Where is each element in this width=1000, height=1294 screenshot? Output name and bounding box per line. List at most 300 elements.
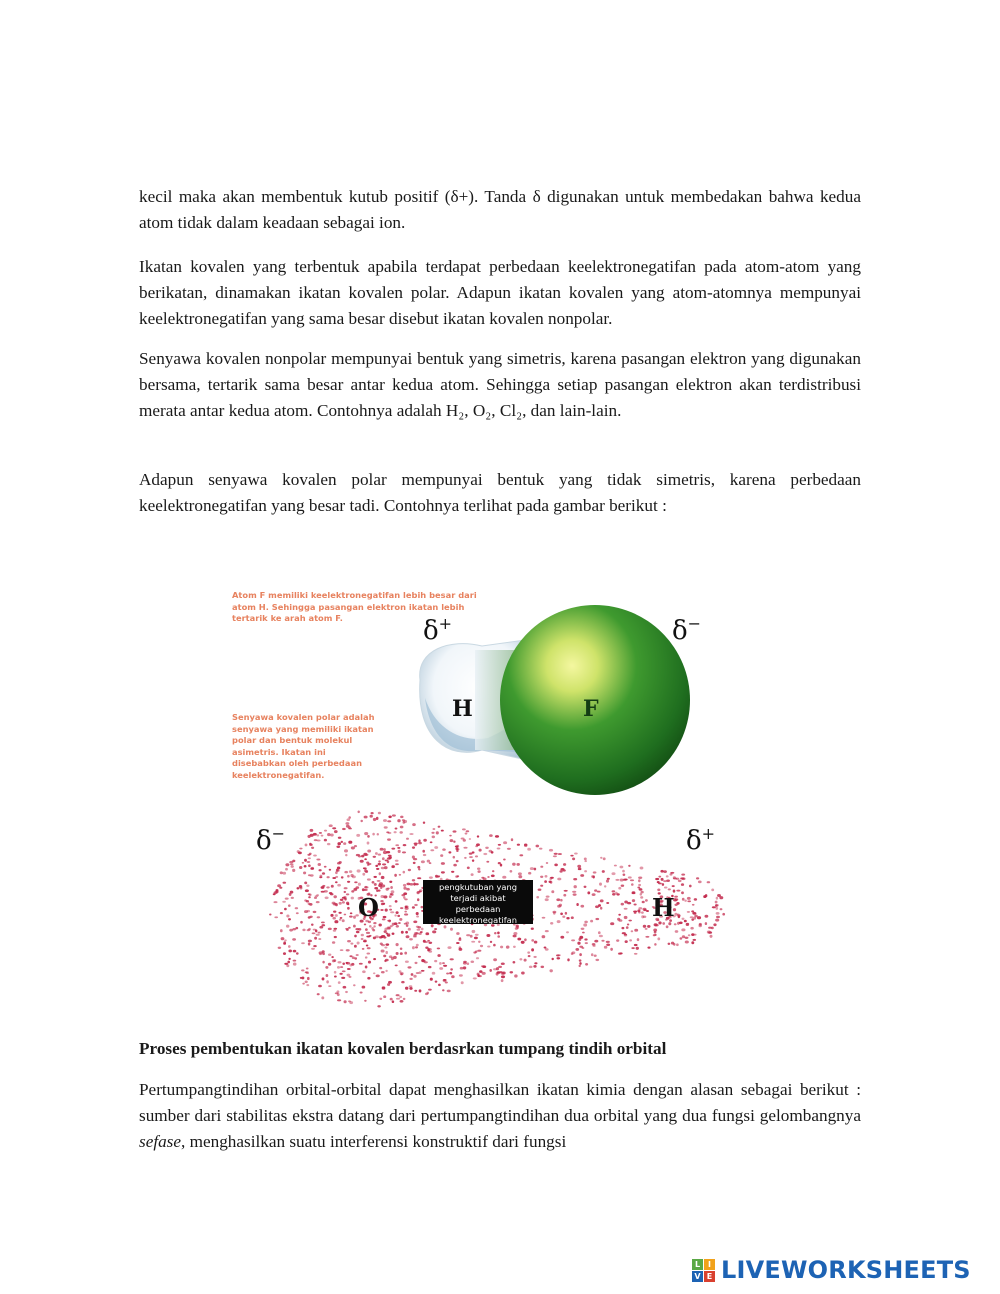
electron-dot: [356, 954, 359, 956]
electron-dot: [441, 871, 445, 873]
electron-dot: [405, 987, 408, 990]
electron-dot: [689, 885, 692, 888]
electron-dot: [365, 956, 368, 958]
electron-dot: [497, 932, 500, 935]
electron-dot: [316, 834, 319, 836]
section-body-text-end: , menghasilkan suatu interferensi konstruktif dari fungsi: [181, 1132, 567, 1151]
electron-dot: [450, 958, 454, 960]
electron-dot: [513, 935, 517, 938]
electron-dot: [339, 902, 342, 905]
electron-dot: [450, 839, 454, 842]
electron-dot: [335, 881, 338, 883]
electron-dot: [544, 880, 547, 883]
electron-dot: [423, 854, 426, 856]
electron-dot: [374, 883, 377, 886]
electron-dot: [557, 954, 560, 956]
electron-dot: [377, 833, 379, 836]
electron-dot: [284, 963, 288, 965]
electron-dot: [310, 874, 314, 876]
electron-dot: [491, 851, 494, 853]
electron-dot: [306, 968, 309, 970]
electron-dot: [631, 883, 634, 886]
electron-dot: [559, 870, 562, 873]
electron-dot: [549, 969, 552, 972]
electron-dot: [671, 942, 674, 945]
electron-dot: [367, 977, 370, 980]
electron-dot: [385, 959, 389, 962]
electron-dot: [381, 971, 385, 973]
electron-dot: [556, 898, 560, 901]
electron-dot: [506, 946, 510, 949]
electron-dot: [383, 995, 386, 998]
electron-dot: [379, 967, 382, 969]
electron-dot: [661, 878, 664, 881]
electron-dot: [503, 859, 506, 861]
electron-dot: [557, 920, 561, 923]
electron-dot: [283, 941, 286, 944]
electron-dot: [385, 951, 388, 954]
electron-dot: [382, 857, 385, 860]
electron-dot: [477, 835, 479, 837]
electron-dot: [412, 823, 416, 826]
electron-dot: [362, 948, 365, 950]
electron-dot: [467, 962, 469, 965]
electron-dot: [360, 820, 363, 822]
electron-dot: [477, 950, 481, 952]
electron-dot: [562, 916, 565, 918]
electron-dot: [325, 897, 329, 900]
electron-dot: [336, 990, 339, 993]
electron-dot: [443, 965, 447, 967]
electron-dot: [564, 890, 568, 892]
electron-dot: [341, 841, 343, 843]
electron-dot: [429, 876, 433, 878]
electron-dot: [400, 826, 404, 829]
electron-dot: [322, 961, 324, 964]
electron-dot: [566, 917, 569, 919]
electron-dot: [456, 932, 459, 935]
electron-dot: [464, 857, 467, 859]
electron-dot: [404, 898, 407, 900]
electron-dot: [597, 891, 601, 893]
electron-dot: [673, 876, 676, 879]
electron-dot: [611, 872, 615, 875]
electron-dot: [381, 876, 385, 879]
electron-dot: [469, 853, 473, 855]
electron-dot: [705, 922, 707, 925]
electron-dot: [443, 979, 447, 982]
electron-dot: [383, 916, 387, 918]
oh-delta-minus: δ−: [256, 824, 286, 856]
electron-dot: [351, 897, 354, 900]
electron-dot: [518, 875, 522, 878]
electron-dot: [328, 985, 331, 987]
electron-dot: [345, 991, 348, 993]
electron-dot: [371, 812, 374, 814]
electron-dot: [658, 876, 661, 878]
electron-dot: [557, 878, 561, 881]
electron-dot: [563, 894, 566, 897]
electron-dot: [503, 841, 507, 844]
electron-dot: [624, 908, 628, 910]
electron-dot: [533, 965, 536, 968]
electron-dot: [308, 857, 311, 859]
electron-dot: [319, 832, 322, 834]
electron-dot: [290, 863, 294, 865]
electron-dot: [615, 879, 619, 881]
electron-dot: [713, 923, 716, 926]
electron-dot: [513, 946, 516, 948]
electron-dot: [309, 916, 312, 918]
electron-dot: [284, 939, 287, 941]
electron-dot: [440, 854, 443, 857]
electron-dot: [373, 922, 376, 924]
electron-dot: [349, 916, 353, 918]
electron-dot: [640, 896, 643, 899]
electron-dot: [594, 955, 597, 957]
electron-dot: [328, 963, 331, 966]
electron-dot: [584, 886, 587, 888]
electron-dot: [350, 912, 353, 914]
electron-dot: [382, 987, 386, 990]
electron-dot: [328, 954, 331, 956]
electron-dot: [442, 848, 446, 851]
electron-dot: [614, 865, 617, 867]
electron-dot: [510, 870, 513, 873]
electron-dot: [347, 940, 351, 942]
electron-dot: [621, 903, 624, 906]
liveworksheets-logo: [692, 1253, 971, 1287]
section-body-text: Pertumpangtindihan orbital-orbital dapat menghasilkan ikatan kimia dengan alasan sebagai berikut : sumber dari stabilitas ekstra datang dari pertumpangtindihan dua orbital yang dua fungsi gelombangnya: [139, 1080, 861, 1125]
electron-dot: [458, 938, 461, 941]
electron-dot: [453, 864, 457, 867]
electron-dot: [375, 852, 378, 855]
electron-dot: [346, 893, 349, 895]
electron-dot: [450, 928, 453, 931]
electron-dot: [344, 849, 348, 852]
electron-dot: [361, 855, 364, 858]
electron-dot: [402, 851, 406, 853]
hf-atom-h-label: H: [452, 696, 473, 722]
electron-dot: [711, 889, 714, 892]
electron-dot: [524, 843, 527, 845]
electron-dot: [356, 931, 360, 934]
electron-dot: [542, 917, 546, 919]
electron-dot: [423, 822, 425, 824]
electron-dot: [416, 944, 419, 947]
electron-dot: [337, 966, 340, 969]
electron-dot: [579, 953, 582, 956]
electron-dot: [313, 911, 317, 913]
electron-dot: [654, 923, 658, 926]
electron-dot: [394, 874, 397, 877]
electron-dot: [273, 893, 276, 895]
electron-dot: [400, 973, 402, 975]
electron-dot: [322, 872, 325, 875]
electron-dot: [716, 912, 720, 915]
electron-dot: [373, 856, 376, 858]
electron-dot: [486, 861, 489, 863]
electron-dot: [310, 829, 314, 832]
electron-dot: [307, 977, 310, 980]
electron-dot: [399, 996, 402, 998]
electron-dot: [339, 919, 342, 921]
electron-dot: [373, 958, 376, 960]
electron-dot: [388, 855, 392, 857]
hf-delta-plus: δ+: [423, 614, 453, 646]
electron-dot: [431, 832, 434, 834]
electron-dot: [399, 918, 402, 921]
electron-dot: [395, 827, 398, 829]
electron-dot: [498, 862, 501, 864]
electron-dot: [696, 877, 699, 879]
electron-dot: [288, 918, 291, 920]
electron-dot: [277, 884, 281, 887]
electron-dot: [342, 919, 345, 922]
electron-dot: [308, 896, 311, 898]
electron-dot: [465, 833, 468, 835]
electron-dot: [286, 925, 289, 928]
electron-dot: [350, 943, 353, 945]
electron-dot: [335, 871, 338, 874]
electron-dot: [305, 889, 309, 892]
electron-dot: [310, 868, 314, 870]
electron-dot: [590, 920, 593, 923]
electron-dot: [400, 816, 403, 819]
electron-dot: [346, 949, 350, 951]
electron-dot: [416, 912, 419, 915]
electron-dot: [395, 860, 399, 862]
electron-dot: [456, 850, 459, 852]
electron-dot: [441, 862, 445, 865]
electron-dot: [324, 839, 327, 842]
electron-dot: [400, 1000, 404, 1003]
electron-dot: [674, 923, 677, 925]
electron-dot: [285, 863, 289, 866]
electron-dot: [414, 844, 417, 847]
electron-dot: [372, 833, 375, 836]
electron-dot: [479, 849, 482, 852]
electron-dot: [361, 938, 364, 940]
electron-dot: [453, 840, 455, 842]
electron-dot: [446, 973, 449, 975]
electron-dot: [491, 875, 495, 878]
electron-dot: [377, 880, 381, 882]
electron-dot: [554, 864, 558, 867]
electron-dot: [302, 983, 305, 985]
electron-dot: [343, 842, 346, 845]
electron-dot: [636, 947, 639, 950]
electron-dot: [637, 938, 640, 941]
electron-dot: [402, 819, 405, 821]
electron-dot: [286, 915, 289, 918]
electron-dot: [664, 886, 668, 888]
electron-dot: [438, 826, 441, 828]
hf-delta-minus: δ−: [672, 614, 702, 646]
electron-dot: [319, 869, 322, 871]
electron-dot: [612, 890, 616, 892]
electron-dot: [494, 932, 497, 934]
electron-dot: [540, 885, 543, 887]
electron-dot: [628, 865, 630, 867]
electron-dot: [425, 993, 428, 996]
electron-dot: [453, 856, 455, 859]
electron-dot: [445, 982, 448, 984]
electron-dot: [396, 998, 400, 1000]
electron-dot: [624, 916, 628, 919]
electron-dot: [378, 863, 381, 866]
electron-dot: [549, 877, 551, 880]
electron-dot: [413, 858, 417, 860]
electron-dot: [455, 847, 458, 850]
electron-dot: [634, 904, 637, 906]
electron-dot: [692, 904, 695, 906]
electron-dot: [536, 896, 539, 898]
oh-delta-plus: δ+: [686, 824, 716, 856]
electron-dot: [396, 952, 399, 955]
electron-dot: [353, 888, 357, 891]
electron-dot: [412, 846, 415, 848]
electron-dot: [347, 907, 350, 910]
electron-dot: [500, 946, 503, 949]
electron-dot: [639, 888, 643, 891]
electron-dot: [598, 904, 601, 907]
electron-dot: [666, 925, 669, 928]
electron-dot: [574, 885, 577, 888]
electron-dot: [334, 971, 337, 974]
electron-dot: [347, 903, 349, 905]
electron-dot: [684, 920, 687, 923]
electron-dot: [712, 906, 716, 908]
polarization-caption: pengkutuban yang terjadi akibat perbedaan keelektronegatifan: [423, 880, 533, 924]
electron-dot: [288, 949, 292, 952]
electron-dot: [606, 941, 610, 943]
electron-dot: [492, 870, 494, 872]
electron-dot: [353, 916, 356, 919]
electron-dot: [583, 923, 587, 926]
electron-dot: [304, 859, 307, 862]
electron-dot: [587, 891, 590, 894]
electron-dot: [490, 941, 492, 943]
electron-dot: [390, 925, 393, 927]
electron-dot: [630, 879, 634, 881]
electron-dot: [340, 966, 343, 968]
electron-dot: [578, 965, 580, 967]
electron-dot: [337, 993, 340, 996]
electron-dot: [475, 845, 478, 847]
electron-dot: [346, 962, 350, 965]
electron-dot: [668, 922, 671, 925]
electron-dot: [395, 964, 398, 966]
electron-dot: [519, 958, 522, 960]
electron-dot: [455, 846, 458, 848]
electron-dot: [502, 972, 506, 975]
electron-dot: [339, 973, 342, 975]
electron-dot: [316, 859, 320, 861]
electron-dot: [563, 863, 566, 866]
electron-dot: [551, 890, 554, 893]
electron-dot: [398, 850, 401, 853]
electron-dot: [678, 915, 680, 918]
polar-covalent-figure: [220, 578, 740, 1008]
electron-dot: [338, 912, 341, 914]
electron-dot: [400, 952, 403, 955]
liveworksheets-logo-text: LIVEWORKSHEETS: [721, 1256, 971, 1284]
electron-dot: [342, 828, 346, 830]
electron-dot: [459, 946, 462, 949]
electron-dot: [585, 963, 588, 966]
electron-dot: [416, 926, 419, 928]
electron-dot: [533, 956, 536, 958]
electron-dot: [497, 848, 501, 850]
electron-dot: [326, 980, 329, 983]
electron-dot: [304, 865, 307, 868]
electron-dot: [513, 932, 517, 935]
electron-dot: [489, 969, 492, 972]
electron-dot: [685, 937, 689, 939]
electron-dot: [414, 904, 418, 906]
electron-dot: [383, 895, 387, 898]
electron-dot: [427, 940, 430, 942]
electron-dot: [676, 943, 679, 946]
electron-dot: [576, 903, 579, 906]
electron-dot: [342, 901, 345, 904]
electron-dot: [530, 867, 534, 870]
electron-dot: [456, 860, 459, 862]
electron-dot: [415, 946, 418, 948]
electron-dot: [593, 945, 596, 948]
electron-dot: [687, 900, 691, 902]
electron-dot: [298, 852, 302, 855]
electron-dot: [418, 842, 422, 844]
electron-dot: [354, 935, 357, 938]
electron-dot: [418, 956, 421, 958]
electron-dot: [707, 881, 711, 883]
electron-dot: [553, 855, 557, 857]
electron-dot: [668, 888, 671, 890]
electron-dot: [413, 975, 416, 978]
electron-dot: [441, 830, 444, 832]
electron-dot: [493, 968, 497, 970]
electron-dot: [332, 827, 336, 829]
electron-dot: [383, 848, 385, 851]
electron-dot: [306, 971, 309, 974]
electron-dot: [591, 953, 594, 956]
electron-dot: [534, 941, 537, 944]
section-heading: Proses pembentukan ikatan kovalen berdasrkan tumpang tindih orbital: [139, 1039, 667, 1058]
electron-dot: [471, 961, 475, 964]
electron-dot: [319, 926, 323, 929]
electron-dot: [606, 943, 610, 946]
electron-dot: [477, 868, 480, 870]
electron-dot: [392, 814, 396, 816]
electron-dot: [404, 913, 408, 915]
electron-dot: [456, 942, 460, 944]
electron-dot: [631, 947, 634, 949]
electron-dot: [321, 921, 325, 923]
electron-dot: [618, 887, 621, 890]
electron-dot: [415, 962, 418, 964]
electron-dot: [361, 934, 364, 937]
electron-dot: [383, 819, 387, 822]
electron-dot: [545, 930, 549, 932]
electron-dot: [489, 834, 493, 837]
electron-dot: [349, 870, 352, 873]
electron-dot: [426, 932, 430, 935]
electron-dot: [372, 881, 375, 884]
electron-dot: [428, 942, 432, 944]
electron-dot: [349, 963, 352, 966]
